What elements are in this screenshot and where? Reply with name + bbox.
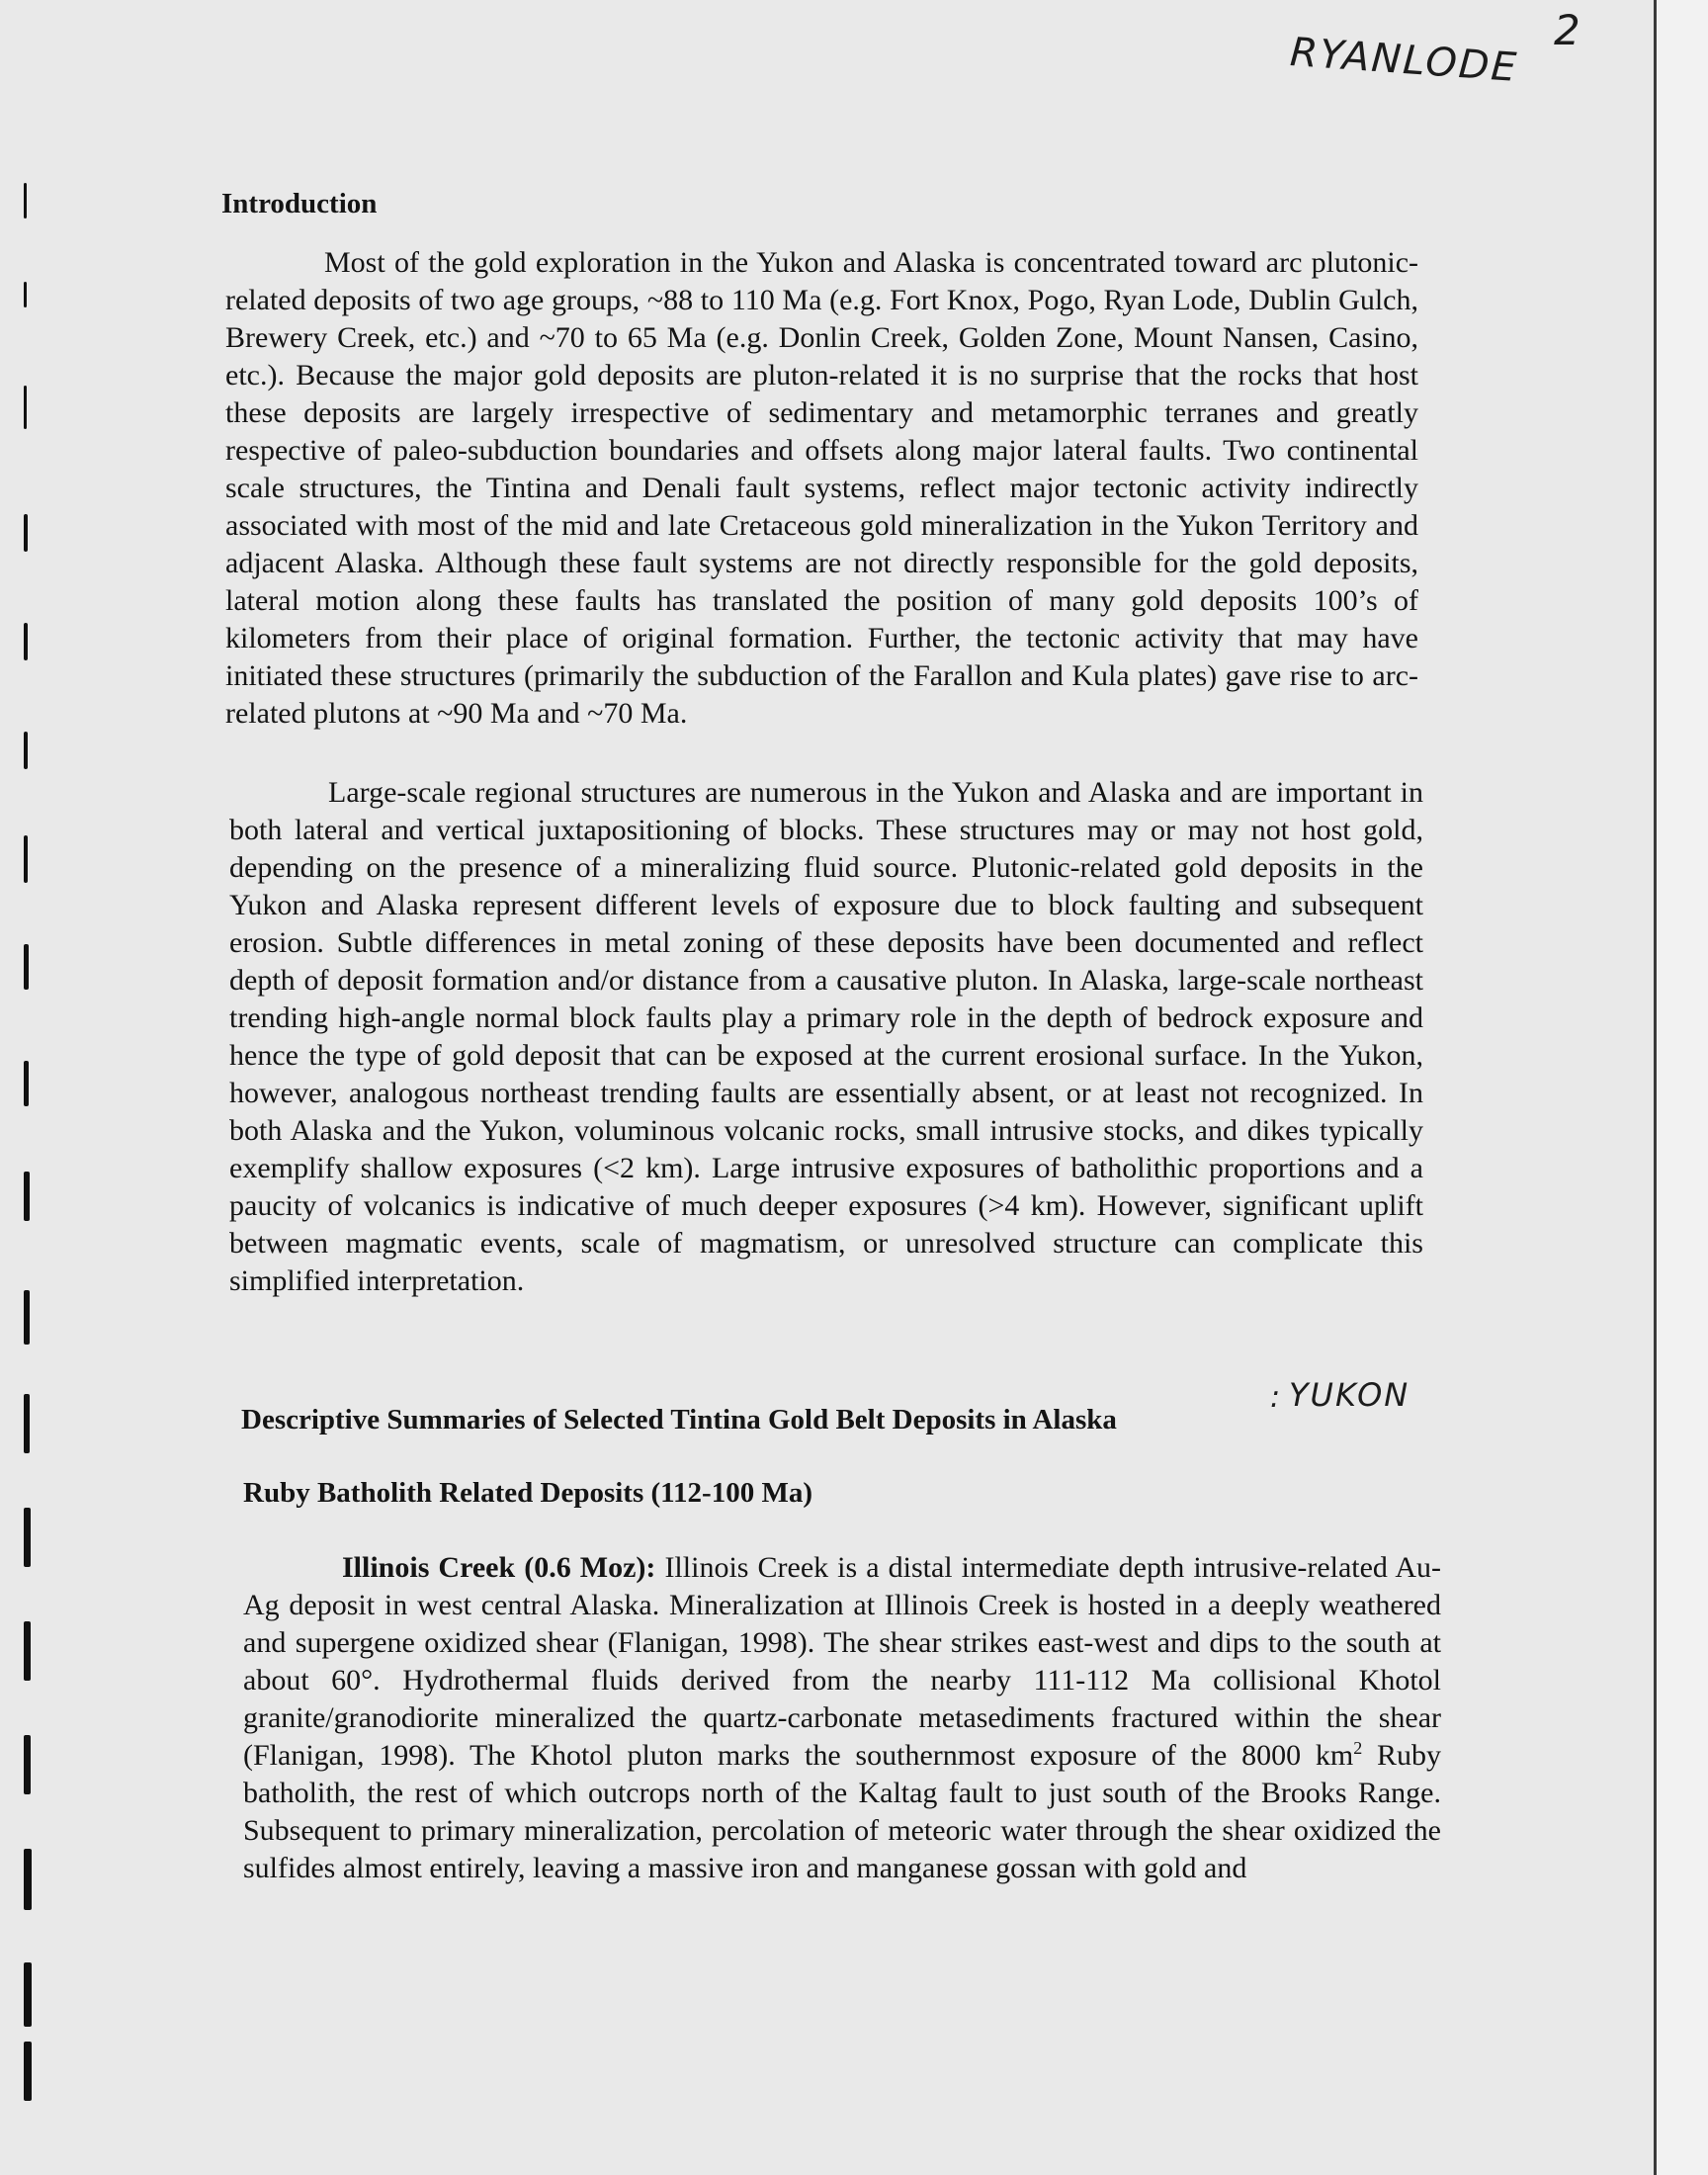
introduction-paragraph-2 <box>229 774 1423 1300</box>
introduction-paragraph-1 <box>225 244 1418 733</box>
illinois-creek-lead: Illinois Creek (0.6 Moz): <box>342 1551 656 1584</box>
illinois-creek-text-2: Ruby batholith, the rest of which outcrops north of the Kaltag fault to just south of the Brooks Range. Subsequent to primary mineralization, percolation of meteoric water through the shear oxidized the sulfides almost entirely, leaving a massive iron and manganese gossan with gold and <box>243 1739 1441 1884</box>
introduction-heading: Introduction <box>221 188 378 219</box>
handwritten-separator: : <box>1270 1380 1283 1415</box>
illinois-creek-paragraph <box>243 1549 1441 1887</box>
handwritten-page-number: 2 <box>1554 6 1582 54</box>
handwritten-title-note: RYANLODE <box>1288 29 1520 92</box>
illinois-creek-text-1: Illinois Creek is a distal intermediate depth intrusive-related Au-Ag deposit in west central Alaska. Mineralization at Illinois Creek is hosted in a deeply weathered and supergene oxidized shear (Flanigan, 1998). The shear strikes east-west and dips to the south at about 60°. Hydrothermal fluids derived from the nearby 111-112 Ma collisional Khotol granite/granodiorite mineralized the quartz-carbonate metasediments fractured within the shear (Flanigan, 1998). The Khotol pluton marks the southernmost exposure of the 8000 km <box>243 1551 1441 1772</box>
introduction-paragraph-2-text: Large-scale regional structures are numerous in the Yukon and Alaska and are important in both lateral and vertical juxtapositioning of blocks. These structures may or may not host gold, depending on the presence of a mineralizing fluid source. Plutonic-related gold deposits in the Yukon and Alaska represent different levels of exposure due to block faulting and subsequent erosion. Subtle differences in metal zoning of these deposits have been documented and reflect depth of deposit formation and/or distance from a causative pluton. In Alaska, large-scale northeast trending high-angle normal block faults play a primary role in the depth of bedrock exposure and hence the type of gold deposit that can be exposed at the current erosional surface. In the Yukon, however, analogous northeast trending faults are essentially absent, or at least not recognized. In both Alaska and the Yukon, voluminous volcanic rocks, small intrusive stocks, and dikes typically exemplify shallow exposures (<2 km). Large intrusive exposures of batholithic proportions and a paucity of volcanics is indicative of much deeper exposures (>4 km). However, significant uplift between magmatic events, scale of magmatism, or unresolved structure can complicate this simplified interpretation. <box>229 776 1423 1297</box>
summaries-heading: Descriptive Summaries of Selected Tintina Gold Belt Deposits in Alaska <box>241 1404 1117 1436</box>
ruby-batholith-heading: Ruby Batholith Related Deposits (112-100 Ma) <box>243 1477 812 1509</box>
introduction-paragraph-1-text: Most of the gold exploration in the Yukon and Alaska is concentrated toward arc plutonic-related deposits of two age groups, ~88 to 110 Ma (e.g. Fort Knox, Pogo, Ryan Lode, Dublin Gulch, Brewery Creek, etc.) and ~70 to 65 Ma (e.g. Donlin Creek, Golden Zone, Mount Nansen, Casino, etc.). Because the major gold deposits are pluton-related it is no surprise that the rocks that host these deposits are largely irrespective of sedimentary and metamorphic terranes and greatly respective of paleo-subduction boundaries and offsets along major lateral faults. Two continental scale structures, the Tintina and Denali fault systems, reflect major tectonic activity indirectly associated with most of the mid and late Cretaceous gold mineralization in the Yukon Territory and adjacent Alaska. Although these fault systems are not directly responsible for the gold deposits, lateral motion along these faults has translated the position of many gold deposits 100’s of kilometers from their place of original formation. Further, the tectonic activity that may have initiated these structures (primarily the subduction of the Farallon and Kula plates) gave rise to arc-related plutons at ~90 Ma and ~70 Ma. <box>225 246 1418 730</box>
superscript-2: 2 <box>1353 1738 1363 1758</box>
handwritten-margin-note: YUKON <box>1289 1376 1410 1414</box>
